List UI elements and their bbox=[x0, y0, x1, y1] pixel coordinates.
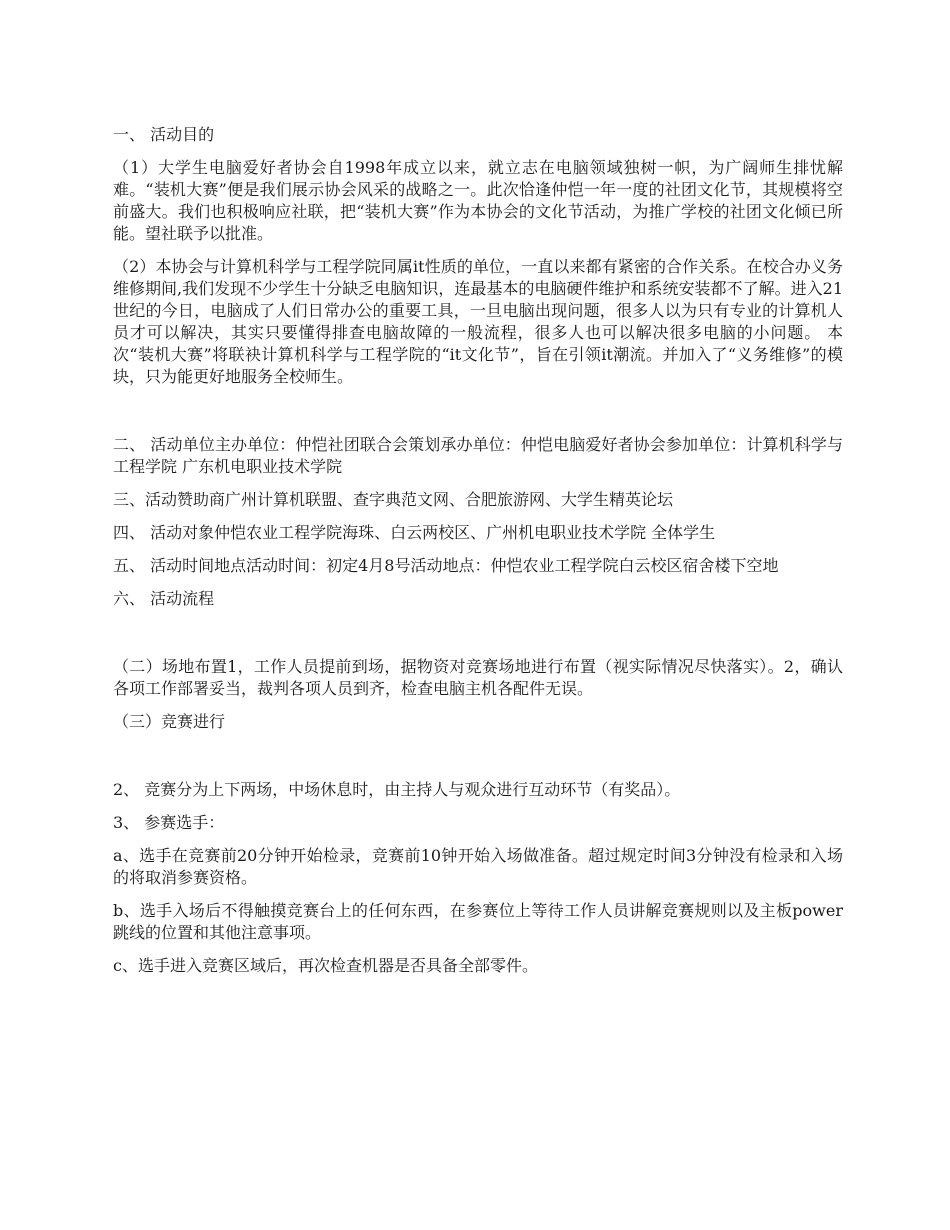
paragraph-time-place: 五、 活动时间地点活动时间：初定4月8号活动地点：仲恺农业工程学院白云校区宿舍楼下空地 bbox=[113, 556, 779, 575]
document-page bbox=[113, 124, 843, 977]
paragraph-sponsors: 三、活动赞助商广州计算机联盟、查字典范文网、合肥旅游网、大学生精英论坛 bbox=[113, 490, 674, 509]
paragraph-item-b: b、选手入场后不得触摸竞赛台上的任何东西，在参赛位上等待工作人员讲解竞赛规则以及主板power跳线的位置和其他注意事项。 bbox=[113, 901, 843, 942]
paragraph-venue-setup: （二）场地布置1，工作人员提前到场，据物资对竞赛场地进行布置（视实际情况尽快落实）。2，确认各项工作部署妥当，裁判各项人员到齐，检查电脑主机各配件无误。 bbox=[113, 657, 843, 698]
paragraph-organizers: 二、 活动单位主办单位：仲恺社团联合会策划承办单位：仲恺电脑爱好者协会参加单位：计算机科学与工程学院 广东机电职业技术学院 bbox=[113, 435, 843, 476]
paragraph-item-a: a、选手在竞赛前20分钟开始检录，竞赛前10钟开始入场做准备。超过规定时间3分钟没有检录和入场的将取消参赛资格。 bbox=[113, 846, 843, 887]
paragraph-purpose-2: （2）本协会与计算机科学与工程学院同属it性质的单位，一直以来都有紧密的合作关系。在校合办义务维修期间,我们发现不少学生十分缺乏电脑知识，连最基本的电脑硬件维护和系统安装都不了解。进入21世纪的今日，电脑成了人们日常办公的重要工具，一旦电脑出现问题，很多人以为只有专业的计算机人员才可以解决，其实只要懂得排查电脑故障的一般流程，很多人也可以解决很多电脑的小问题。 本次“装机大赛”将联袂计算机科学与工程学院的“it文化节”，旨在引领it潮流。并加入了“义务维修”的模块，只为能更好地服务全校师生。 bbox=[113, 257, 843, 386]
heading-purpose: 一、 活动目的 bbox=[113, 125, 215, 144]
paragraph-item-3: 3、 参赛选手： bbox=[113, 813, 225, 832]
paragraph-item-2: 2、 竞赛分为上下两场，中场休息时，由主持人与观众进行互动环节（有奖品）。 bbox=[113, 780, 681, 799]
paragraph-audience: 四、 活动对象仲恺农业工程学院海珠、白云两校区、广州机电职业技术学院 全体学生 bbox=[113, 523, 716, 542]
heading-competition: （三）竞赛进行 bbox=[113, 712, 226, 731]
paragraph-purpose-1: （1）大学生电脑爱好者协会自1998年成立以来，就立志在电脑领域独树一帜，为广阔师生排忧解难。“装机大赛”便是我们展示协会风采的战略之一。此次恰逢仲恺一年一度的社团文化节，其规模将空前盛大。我们也积极响应社联，把“装机大赛”作为本协会的文化节活动，为推广学校的社团文化倾已所能。望社联予以批准。 bbox=[113, 158, 843, 243]
heading-process: 六、 活动流程 bbox=[113, 589, 215, 608]
paragraph-item-c: c、选手进入竞赛区域后，再次检查机器是否具备全部零件。 bbox=[113, 956, 538, 975]
